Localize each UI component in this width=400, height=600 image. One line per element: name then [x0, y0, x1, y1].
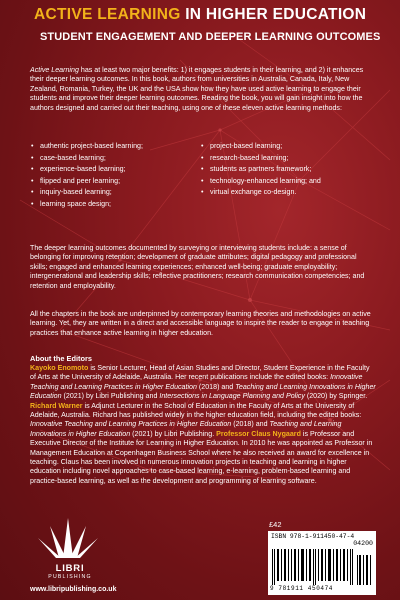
bio-text: (2018) and	[196, 382, 236, 391]
book-reference: Teaching and Learning Innovations in Higher Education	[30, 420, 342, 438]
book-reference: Intersections in Language Planning and Policy	[159, 392, 305, 401]
publisher-subtitle: PUBLISHING	[48, 574, 92, 580]
methods-list	[30, 141, 374, 233]
method-item: • technology-enhanced learning; and	[200, 176, 374, 188]
barcode	[268, 531, 376, 595]
about-editors-text	[30, 364, 376, 486]
method-item: • case-based learning;	[30, 153, 195, 165]
method-item: • inquiry-based learning;	[30, 187, 195, 199]
book-reference: Innovative Teaching and Learning Practices in Higher Education	[30, 420, 232, 429]
barcode-bars	[272, 549, 372, 585]
publisher-website: www.libripublishing.co.uk	[30, 586, 117, 593]
method-item: • project-based learning;	[200, 141, 374, 153]
editor-name: Professor Claus Nygaard	[216, 429, 301, 438]
method-item: • experience-based learning;	[30, 164, 195, 176]
methods-left-column	[30, 141, 195, 211]
editor-name: Richard Warner	[30, 401, 83, 410]
title-rest: IN HIGHER EDUCATION	[180, 6, 367, 23]
methods-right-column	[200, 141, 374, 199]
title-accent: ACTIVE LEARNING	[34, 6, 181, 23]
chapters-paragraph: All the chapters in the book are underpinned by contemporary learning theories and methodologies on active learning. Yet, they are written in a direct and accessible language to inspire the reader to engage in teaching practices that enhance active learning in higher education.	[30, 310, 371, 337]
barcode-digits: 9 781911 450474	[270, 585, 334, 592]
bio-text: (2020) by Springer.	[304, 392, 368, 401]
intro-lead: Active Learning	[30, 66, 79, 74]
isbn-number: ISBN 978-1-911450-47-4	[271, 533, 355, 540]
method-item: • research-based learning;	[200, 153, 374, 165]
book-title	[34, 6, 374, 24]
about-editors-heading: About the Editors	[30, 354, 92, 363]
book-reference: Teaching and Learning Innovations in Higher Education	[30, 382, 376, 401]
method-item: • authentic project-based learning;	[30, 141, 195, 153]
intro-paragraph	[30, 66, 374, 113]
method-item: • learning space design;	[30, 199, 195, 211]
bio-text: (2018) and	[231, 420, 270, 429]
outcomes-paragraph: The deeper learning outcomes documented by surveying or interviewing students include: a sense of belonging for improving retention; development of graduate attributes; digital pedagogy and professional skills; engaged and enhanced learning experiences; enhanced well-being; graduate employability; intergenerational and leadership skills; reflective practitioners; research communication competencies; and retention and employability.	[30, 244, 365, 290]
editor-name: Kayoko Enomoto	[30, 364, 89, 372]
intro-text: has at least two major benefits: 1) it engages students in their learning, and 2) it enhances their deeper learning outcomes. In this book, authors from universities in Australia, Canada, Italy, New Zealand, Romania, Turkey, the UK and the USA show how they have used active learning to engage their students and improve their deeper learning outcomes. Reading the book, you will gain insight into how the authors designed and carried out their teaching, using one of these eleven active learning methods:	[30, 66, 364, 112]
method-item: • virtual exchange co-design.	[200, 187, 374, 199]
editor-bio: is Adjunct Lecturer in the School of Education in the Faculty of Arts at the University of Adelaide, Australia. Richard has published widely in the higher education field, including the edited books:	[30, 401, 362, 420]
price: £42	[269, 520, 282, 529]
publisher-name: LIBRI	[55, 563, 85, 574]
book-reference: Innovative Teaching and Learning Practices in Higher Education	[30, 373, 363, 391]
editor-bio: is Professor and Executive Director of the Institute for Learning in Higher Education. In 2010 he was appointed as Professor in Management Education at Copenhagen Business School where he also received an award for excellence in teaching. Claus has been involved in numerous innovation projects in teaching and learning in higher education including novel approaches to case-based learning, e-learning, problem-based learning and practice-based learning, as well as the development and programming of learning software.	[30, 429, 373, 485]
bio-text: (2021) by Libri Publishing.	[130, 429, 217, 438]
editor-bio: is Senior Lecturer, Head of Asian Studies and Director, Student Experience in the Faculty of Arts at the University of Adelaide, Australia. Her recent publications include the edited books:	[30, 364, 370, 382]
barcode-addon: 04200	[353, 540, 373, 547]
bio-text: (2021) by Libri Publishing and	[61, 392, 160, 401]
method-item: • flipped and peer learning;	[30, 176, 195, 188]
method-item: • students as partners framework;	[200, 164, 374, 176]
book-subtitle: STUDENT ENGAGEMENT AND DEEPER LEARNING OUTCOMES	[40, 31, 381, 43]
